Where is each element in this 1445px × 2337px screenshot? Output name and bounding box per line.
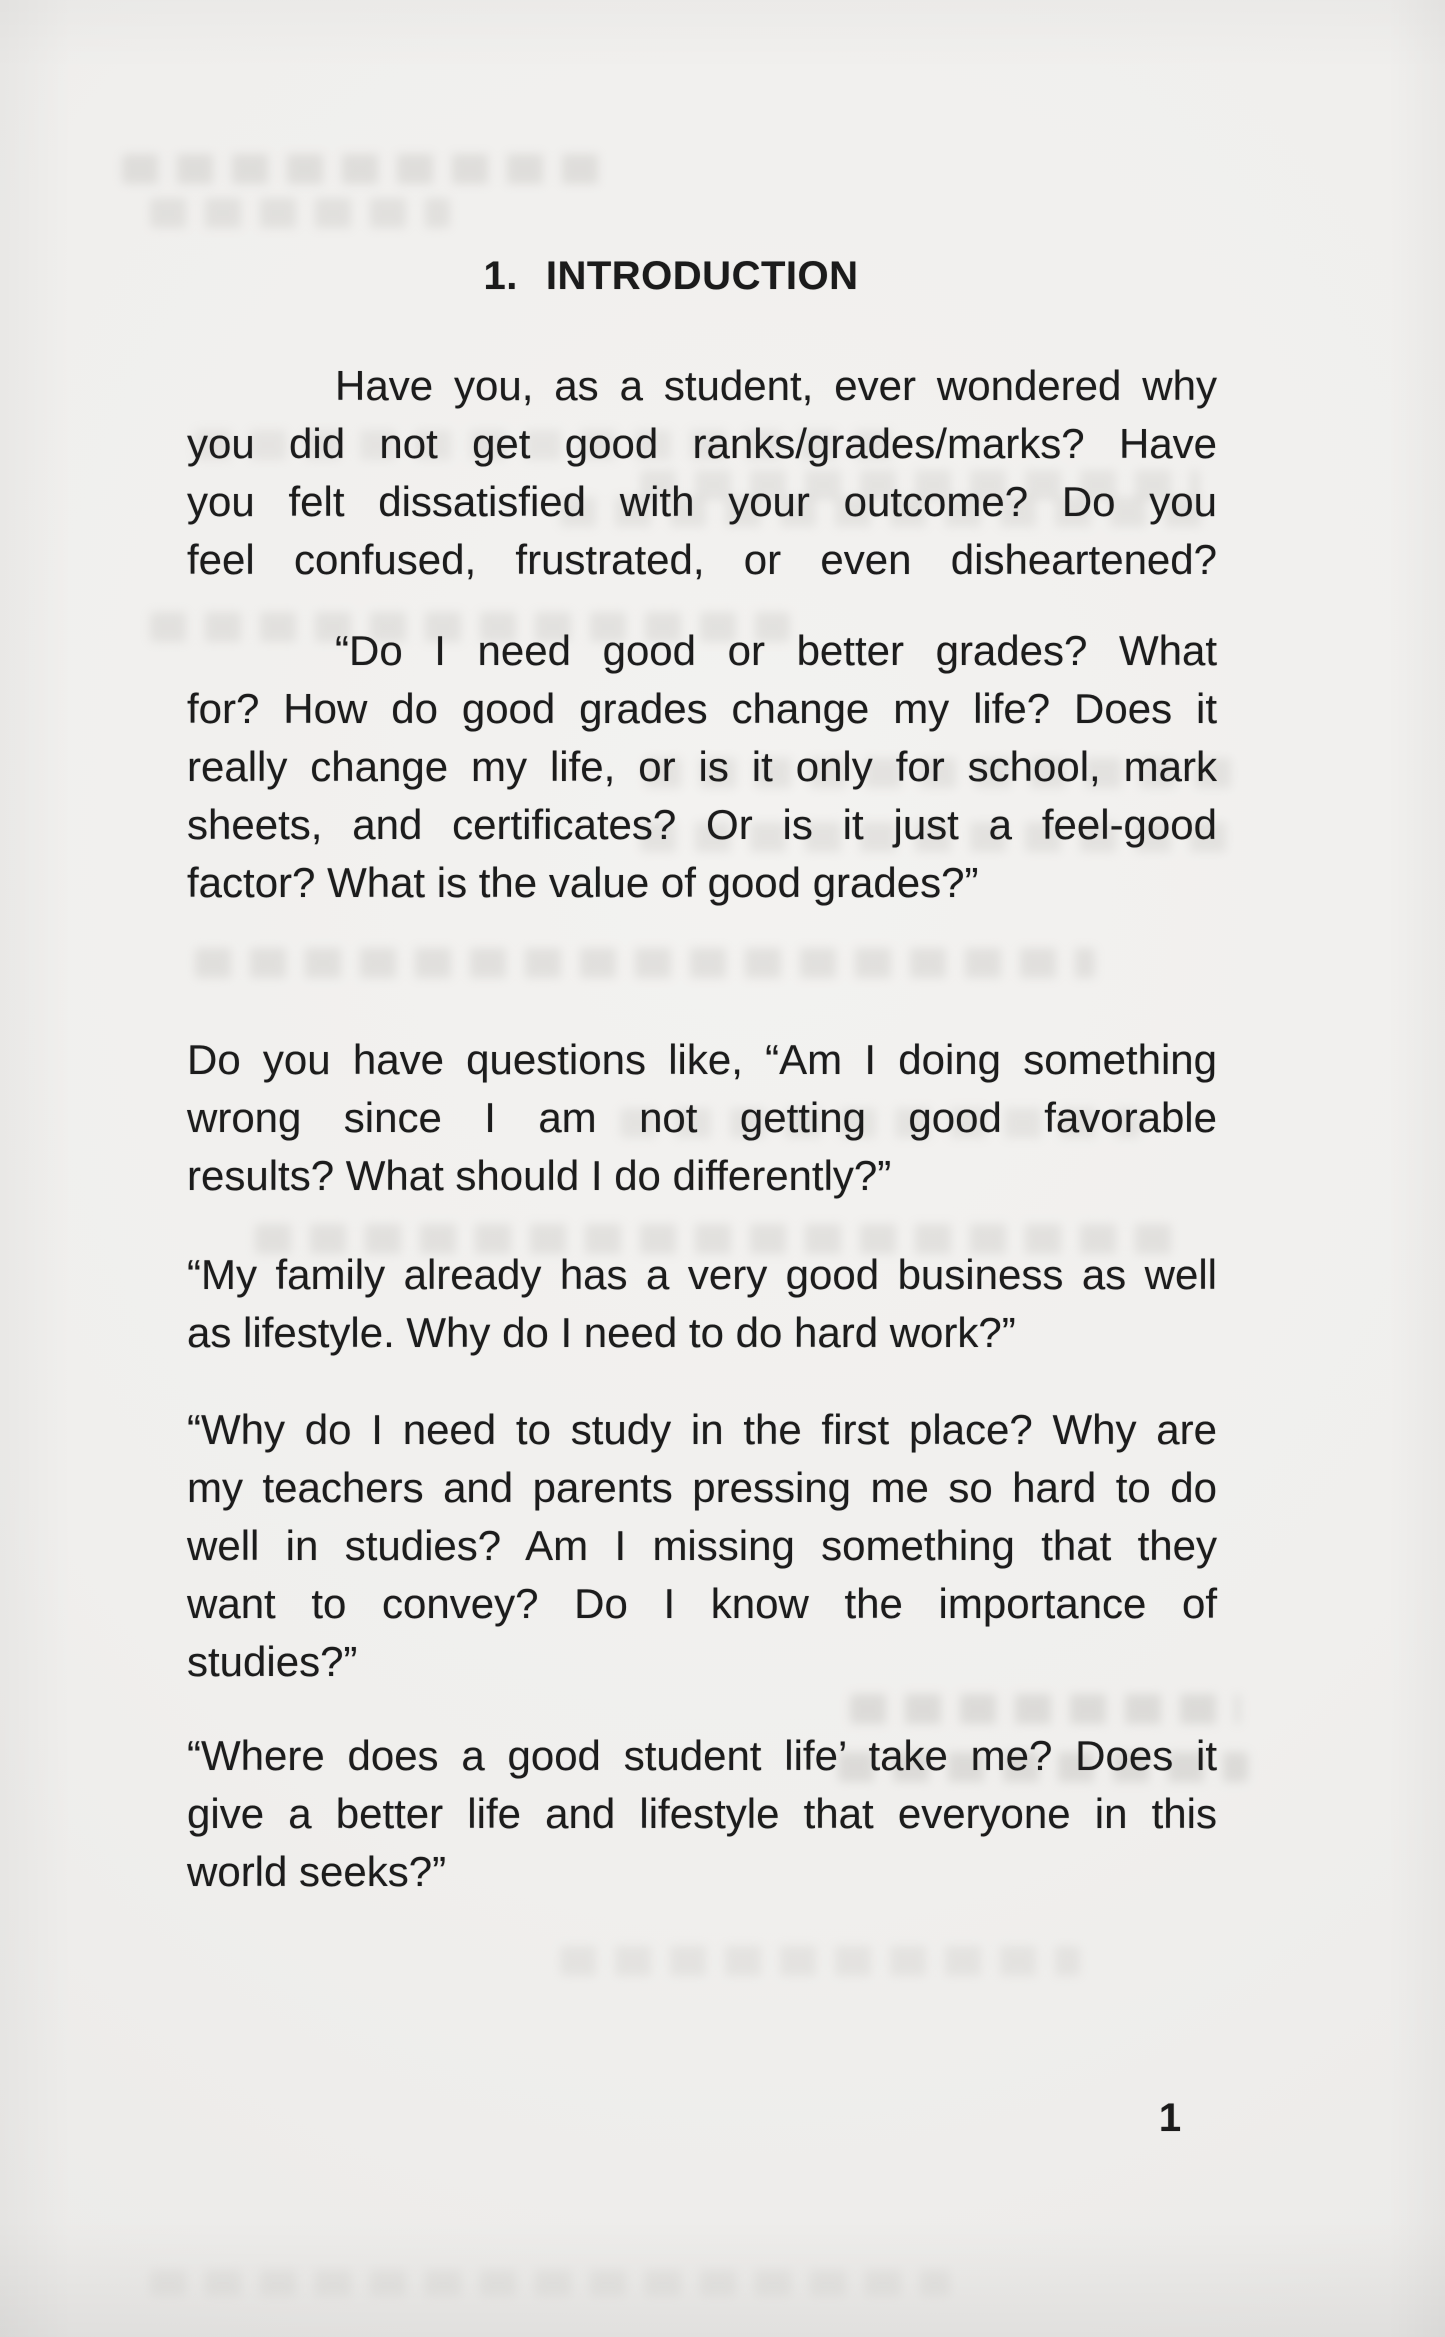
bleed-through-mark [122, 154, 602, 184]
bleed-through-mark [150, 198, 450, 228]
text-line: you did not get good ranks/grades/marks? Have [187, 420, 1217, 467]
chapter-title: INTRODUCTION [545, 254, 859, 298]
text-line: studies?” [187, 1638, 358, 1685]
text-line: factor? What is the value of good grades?” [187, 859, 979, 906]
paragraph [187, 1727, 1217, 1901]
text-line: really change my life, or is it only for school, mark [187, 743, 1217, 790]
text-line: want to convey? Do I know the importance of [187, 1580, 1217, 1627]
text-line: “Where does a good student life’ take me? Does it [187, 1732, 1217, 1779]
text-line: “Why do I need to study in the first place? Why are [187, 1406, 1217, 1453]
text-line: my teachers and parents pressing me so hard to do [187, 1464, 1217, 1511]
text-line: give a better life and lifestyle that everyone in this [187, 1790, 1217, 1837]
paragraph [187, 1401, 1217, 1691]
bleed-through-mark [560, 1946, 1080, 1976]
chapter-number: 1. [483, 254, 518, 298]
text-line: for? How do good grades change my life? Does it [187, 685, 1217, 732]
text-line: world seeks?” [187, 1848, 447, 1895]
text-line: wrong since I am not getting good favorable [187, 1094, 1217, 1141]
text-line: feel confused, frustrated, or even disheartened? [187, 536, 1217, 583]
paragraph [187, 1246, 1217, 1362]
paragraph [187, 357, 1217, 589]
bleed-through-mark [195, 948, 1095, 978]
paragraph [187, 622, 1217, 912]
text-line: sheets, and certificates? Or is it just a feel-good [187, 801, 1217, 848]
bleed-through-mark [150, 2270, 950, 2296]
bleed-through-mark [850, 1694, 1240, 1724]
text-line: Do you have questions like, “Am I doing something [187, 1036, 1217, 1083]
text-line: results? What should I do differently?” [187, 1152, 892, 1199]
text-line: “Do I need good or better grades? What [335, 627, 1217, 674]
text-line: well in studies? Am I missing something that they [187, 1522, 1217, 1569]
text-line: Have you, as a student, ever wondered why [335, 362, 1217, 409]
text-line: “My family already has a very good business as well [187, 1251, 1217, 1298]
chapter-heading [187, 253, 1217, 299]
text-line: as lifestyle. Why do I need to do hard work?” [187, 1309, 1016, 1356]
page-number: 1 [1158, 2096, 1182, 2140]
paragraph [187, 1031, 1217, 1205]
text-line: you felt dissatisfied with your outcome? Do you [187, 478, 1217, 525]
